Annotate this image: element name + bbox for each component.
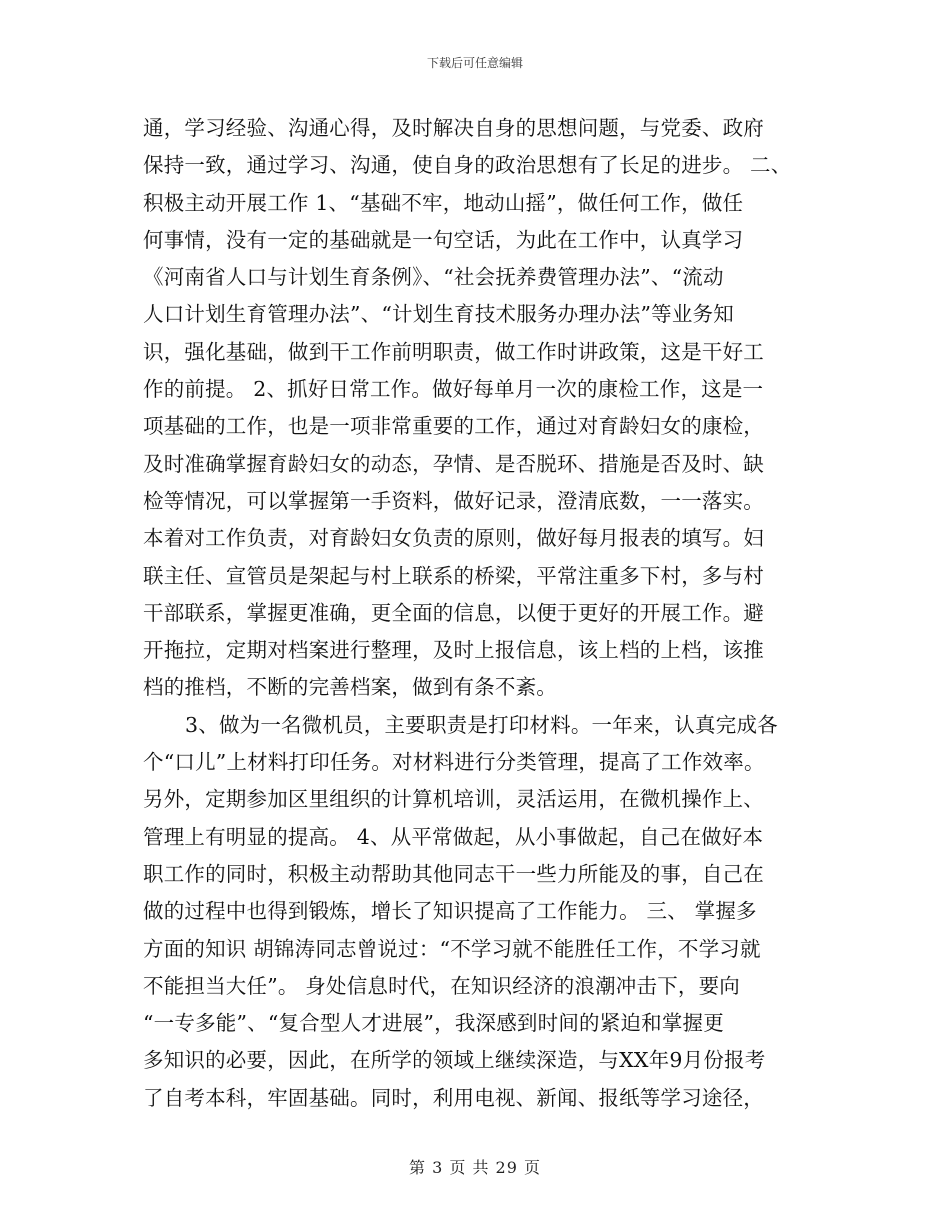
text-line: 多知识的必要，因此，在所学的领域上继续深造，与XX年9月份报考 — [143, 1048, 766, 1073]
text-line: 个“口儿”上材料打印任务。对材料进行分类管理，提高了工作效率。 — [143, 750, 765, 775]
text-line: 开拖拉，定期对档案进行整理，及时上报信息，该上档的上档，该推 — [143, 638, 764, 663]
text-line: 识，强化基础，做到干工作前明职责，做工作时讲政策，这是干好工 — [143, 339, 764, 364]
text-line: 不能担当大任”。 身处信息时代，在知识经济的浪潮冲击下，要向 — [143, 973, 740, 998]
text-line: 及时准确掌握育龄妇女的动态，孕情、是否脱环、措施是否及时、缺 — [143, 451, 764, 476]
document-body — [143, 110, 823, 1117]
text-line: “一专多能”、“复合型人才进展”，我深感到时间的紧迫和掌握更 — [143, 1011, 724, 1036]
text-line: 人口计划生育管理办法”、“计划生育技术服务办理办法”等业务知 — [143, 302, 734, 327]
text-line: 联主任、宣管员是架起与村上联系的桥梁，平常注重多下村，多与村 — [143, 563, 764, 588]
text-line: 档的推档，不断的完善档案，做到有条不紊。 — [143, 675, 557, 700]
text-line: 职工作的同时，积极主动帮助其他同志干一些力所能及的事，自己在 — [143, 861, 764, 886]
text-line: 做的过程中也得到锻炼，增长了知识提高了工作能力。 三、 掌握多 — [143, 899, 757, 924]
text-line: 管理上有明显的提高。 4、从平常做起，从小事做起，自己在做好本 — [143, 824, 764, 849]
text-line: 何事情，没有一定的基础就是一句空话，为此在工作中，认真学习 — [143, 227, 744, 252]
text-line: 通，学习经验、沟通心得，及时解决自身的思想问题，与党委、政府 — [143, 116, 764, 140]
text-line: 积极主动开展工作 1、“基础不牢，地动山摇”，做任何工作，做任 — [143, 190, 744, 215]
text-line: 另外，定期参加区里组织的计算机培训，灵活运用，在微机操作上、 — [143, 787, 764, 812]
page-header-note: 下载后可任意编辑 — [426, 56, 523, 70]
text-line: 《河南省人口与计划生育条例》、“社会抚养费管理办法”、“流动 — [143, 265, 724, 290]
text-line: 保持一致，通过学习、沟通，使自身的政治思想有了长足的进步。 二、 — [143, 153, 792, 178]
text-line: 检等情况，可以掌握第一手资料，做好记录，澄清底数，一一落实。 — [143, 488, 764, 513]
text-line: 了自考本科，牢固基础。同时，利用电视、新闻、报纸等学习途径， — [143, 1085, 764, 1110]
text-line: 作的前提。 2、抓好日常工作。做好每单月一次的康检工作，这是一 — [143, 377, 764, 402]
text-line-indented: 3、做为一名微机员，主要职责是打印材料。一年来，认真完成各 — [185, 712, 778, 737]
text-line: 干部联系，掌握更准确，更全面的信息，以便于更好的开展工作。避 — [143, 600, 764, 625]
page-number-footer: 第 3 页 共 29 页 — [409, 1158, 541, 1177]
text-line: 本着对工作负责，对育龄妇女负责的原则，做好每月报表的填写。妇 — [143, 526, 764, 551]
text-line: 方面的知识 胡锦涛同志曾说过：“不学习就不能胜任工作，不学习就 — [143, 936, 761, 961]
text-line: 项基础的工作，也是一项非常重要的工作，通过对育龄妇女的康检， — [143, 414, 764, 439]
